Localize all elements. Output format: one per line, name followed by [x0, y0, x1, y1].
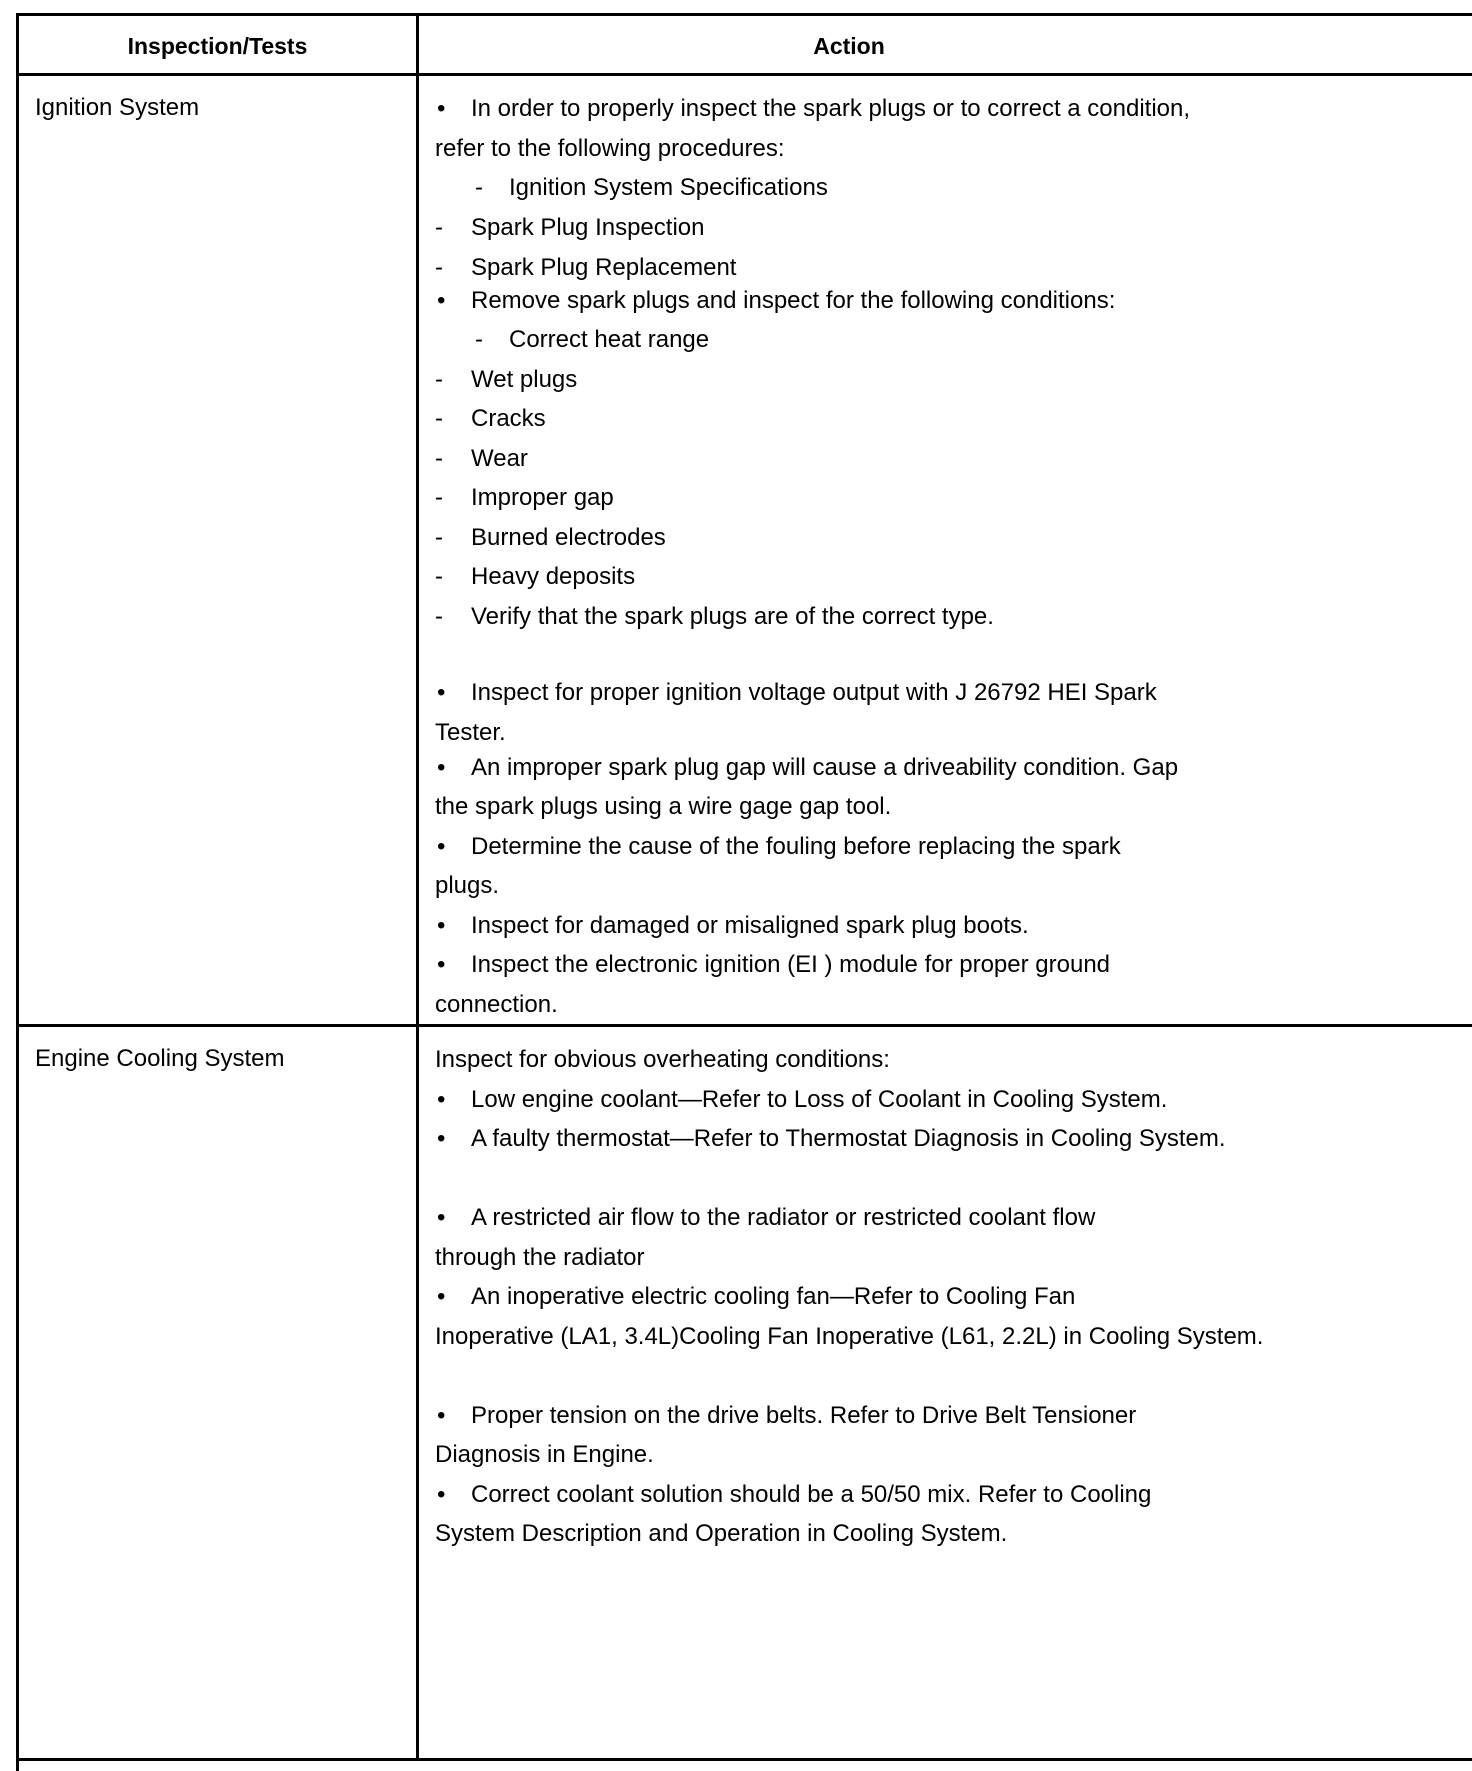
- column-divider: [416, 16, 419, 1761]
- row-label-engine-cooling-system: Engine Cooling System: [35, 1045, 285, 1072]
- header-action: Action: [813, 32, 885, 59]
- row-label-ignition-system: Ignition System: [35, 94, 200, 121]
- row-divider: [16, 1024, 1472, 1027]
- header-inspection-tests: Inspection/Tests: [127, 32, 308, 59]
- inspection-table: Inspection/Tests Action Ignition System Engine Cooling System • In order to properly inspect the spark plugs or to correct a condition, refer to the following procedures: - Ignition System Specifications - Spark Plug Inspection - Spark Plug Replacement • Remove spark plugs and inspect for the following conditions: - Correct heat range - Wet plugs - Cracks - Wear - Improper gap - Burned electrodes - Heavy deposits - Verify that the spark plugs are of the correct type. • Inspect for proper ignition voltage output with J 26792 HEI Spark Tester. • An improper spark plug gap will cause a driveability condition. Gap the spark plugs using a wire gage gap tool. • Determine the cause of the fouling before replacing the spark plugs. • Inspect for damaged or misaligned spark plug boots. • Inspect the electronic ignition (EI ) module for proper ground connection. Inspect for obvious overheating conditions: • Low engine coolant—Refer to Loss of Coolant in Cooling System. • A faulty thermostat—Refer to Thermostat Diagnosis in Cooling System. • A restricted air flow to the radiator or restricted coolant flow through the radiator • An inoperative electric cooling fan—Refer to Cooling Fan Inoperative (LA1, 3.4L)Cooling Fan Inoperative (L61, 2.2L) in Cooling System. • Proper tension on the drive belts. Refer to Drive Belt Tensioner Diagnosis in Engine. • Correct coolant solution should be a 50/50 mix. Refer to Cooling System Description and Operation in Cooling System.: [16, 13, 1472, 1771]
